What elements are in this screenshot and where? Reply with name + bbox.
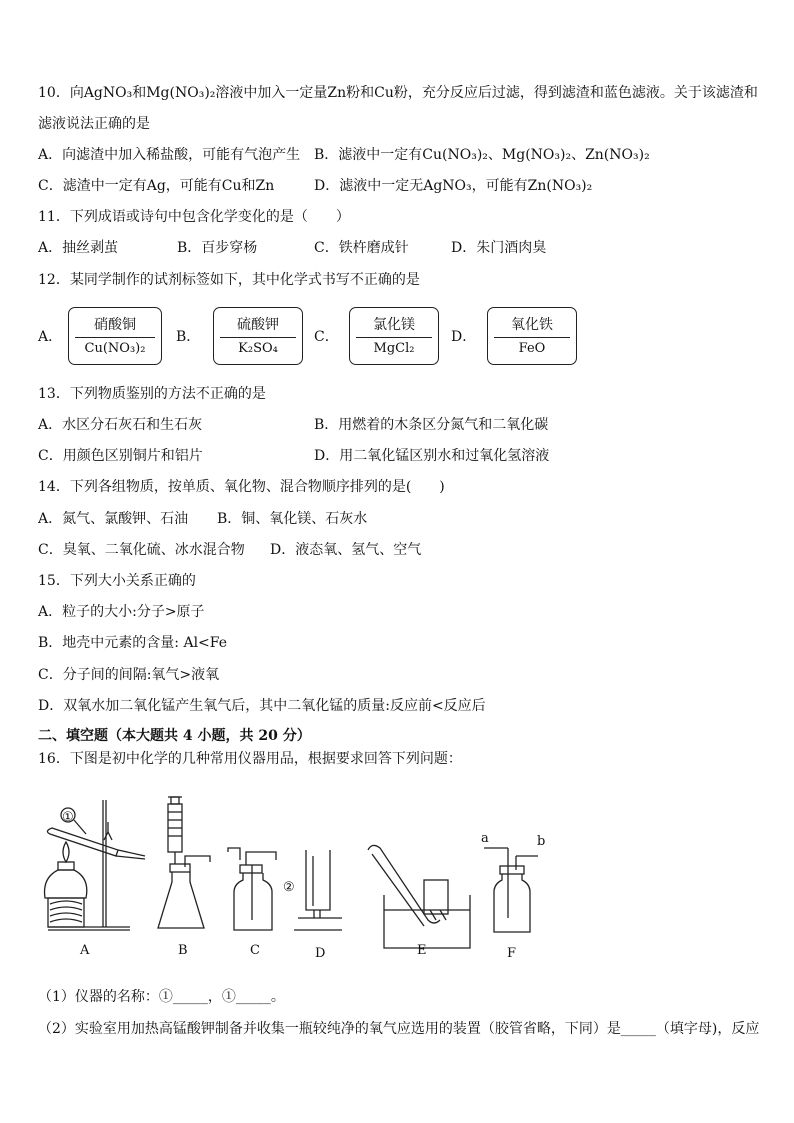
q10-option-b: B．滤液中一定有Cu(NO₃)₂、Mg(NO₃)₂、Zn(NO₃)₂ <box>314 147 650 163</box>
reagent-formula-d: FeO <box>518 341 546 356</box>
q13-option-a: A．水区分石灰石和生石灰 <box>38 417 203 433</box>
reagent-formula-a: Cu(NO₃)₂ <box>84 341 146 356</box>
q12-option-a: A． <box>38 329 63 345</box>
circle-marker-1: ① <box>62 810 74 825</box>
apparatus-letter-b: B <box>178 943 188 958</box>
apparatus-letter-d: D <box>315 946 326 961</box>
reagent-name-b: 硫酸钾 <box>237 317 279 333</box>
q11-option-c: C．铁杵磨成针 <box>314 240 409 256</box>
reagent-name-a: 硝酸铜 <box>94 317 136 333</box>
reagent-label-d <box>487 307 577 365</box>
apparatus-c-bottle <box>228 848 276 930</box>
q10-option-c: C．滤渣中一定有Ag，可能有Cu和Zn <box>38 178 275 194</box>
port-a-label: a <box>481 831 489 846</box>
q11-option-a: A．抽丝剥茧 <box>38 240 119 256</box>
reagent-formula-b: K₂SO₄ <box>238 341 278 356</box>
q16-part1: （1）仪器的名称：①_____，①_____。 <box>38 989 285 1005</box>
apparatus-letter-a: A <box>80 943 90 958</box>
port-b-label: b <box>537 834 546 849</box>
q14-option-d: D．液态氧、氢气、空气 <box>270 542 422 558</box>
apparatus-d <box>294 850 342 930</box>
reagent-name-c: 氯化镁 <box>373 317 415 333</box>
q12-stem: 12．某同学制作的试剂标签如下，其中化学式书写不正确的是 <box>38 272 420 288</box>
reagent-label-a <box>68 307 162 365</box>
q14-option-c: C．臭氧、二氧化硫、冰水混合物 <box>38 542 245 558</box>
q10-stem-line1: 10．向AgNO₃和Mg(NO₃)₂溶液中加入一定量Zn粉和Cu粉，充分反应后过滤，得到滤渣和蓝色滤液。关于该滤渣和 <box>38 85 758 101</box>
q14-stem: 14．下列各组物质，按单质、氧化物、混合物顺序排列的是( ) <box>38 479 445 495</box>
q11-option-b: B．百步穿杨 <box>177 240 258 256</box>
q10-stem-line2: 滤液说法正确的是 <box>38 116 150 132</box>
q15-option-a: A．粒子的大小:分子>原子 <box>38 604 205 620</box>
q13-option-d: D．用二氧化锰区别水和过氧化氢溶液 <box>314 448 550 464</box>
apparatus-b-flask <box>158 797 210 928</box>
q13-option-b: B．用燃着的木条区分氮气和二氧化碳 <box>314 417 549 433</box>
q16-stem: 16．下图是初中化学的几种常用仪器用品，根据要求回答下列问题： <box>38 751 462 767</box>
q11-stem: 11．下列成语或诗句中包含化学变化的是（ ） <box>38 209 350 225</box>
q10-option-d: D．滤液中一定无AgNO₃，可能有Zn(NO₃)₂ <box>314 178 593 194</box>
q15-option-d: D．双氧水加二氧化锰产生氧气后，其中二氧化锰的质量:反应前<反应后 <box>38 698 486 714</box>
q13-option-c: C．用颜色区别铜片和铝片 <box>38 448 203 464</box>
reagent-formula-c: MgCl₂ <box>373 341 415 356</box>
reagent-label-b <box>213 307 303 365</box>
q14-option-b: B．铜、氧化镁、石灰水 <box>217 511 368 527</box>
q10-option-a: A．向滤渣中加入稀盐酸，可能有气泡产生 <box>38 147 301 163</box>
apparatus-figure <box>0 770 794 970</box>
q12-option-c: C． <box>314 329 339 345</box>
circle-marker-2: ② <box>283 880 295 895</box>
q15-option-c: C．分子间的间隔:氧气>液氧 <box>38 667 220 683</box>
section-heading: 二、填空题（本大题共 4 小题，共 20 分） <box>38 728 311 744</box>
q12-option-d: D． <box>451 329 477 345</box>
q15-stem: 15．下列大小关系正确的 <box>38 573 196 589</box>
q12-option-b: B． <box>176 329 201 345</box>
apparatus-e-trough <box>368 845 470 948</box>
q11-option-d: D．朱门酒肉臭 <box>451 240 547 256</box>
apparatus-f-bottle <box>484 848 538 932</box>
apparatus-letter-f: F <box>507 946 517 961</box>
reagent-label-c <box>349 307 439 365</box>
apparatus-letter-c: C <box>250 943 260 958</box>
reagent-name-d: 氧化铁 <box>511 317 553 333</box>
q16-part2: （2）实验室用加热高锰酸钾制备并收集一瓶较纯净的氧气应选用的装置（胶管省略，下同）是_____（填字母)，反应 <box>38 1021 760 1037</box>
q14-option-a: A．氮气、氯酸钾、石油 <box>38 511 189 527</box>
apparatus-letter-e: E <box>417 943 427 958</box>
q15-option-b: B．地壳中元素的含量: Al<Fe <box>38 635 228 651</box>
q13-stem: 13．下列物质鉴别的方法不正确的是 <box>38 386 266 402</box>
apparatus-a-heating-setup <box>45 800 145 930</box>
